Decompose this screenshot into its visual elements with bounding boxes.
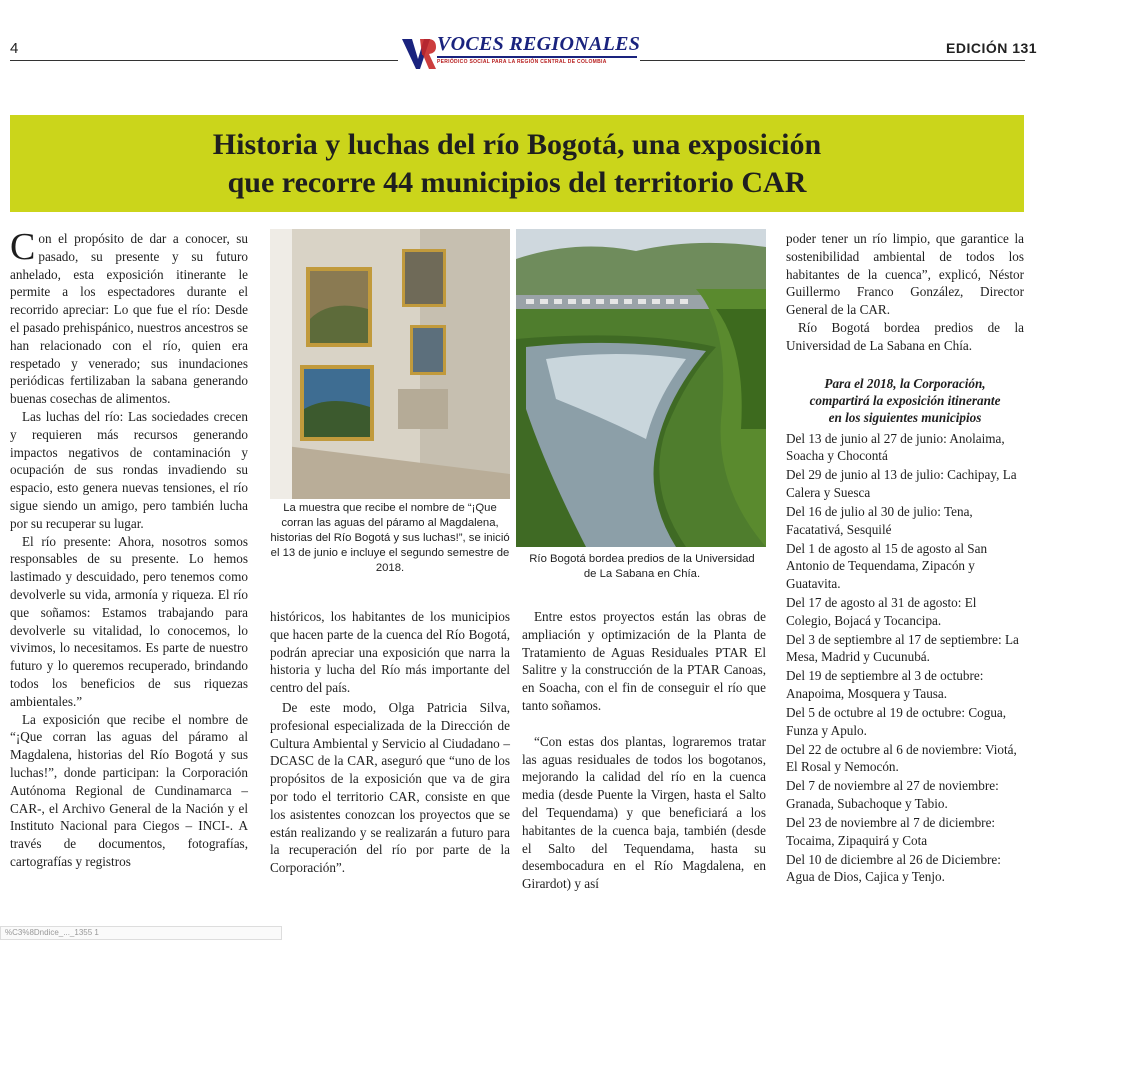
headline-banner	[10, 115, 1024, 212]
publication-title: VOCES REGIONALES	[437, 33, 641, 55]
subhead-line: compartirá la exposición itinerante	[809, 392, 1001, 408]
exhibition-photo	[270, 229, 510, 499]
river-photo	[516, 229, 766, 547]
river-photo-caption: Río Bogotá bordea predios de la Universidad de La Sabana en Chía.	[529, 553, 755, 580]
article-column-3	[522, 608, 766, 893]
schedule-item: Del 16 de julio al 30 de julio: Tena, Facatativá, Sesquilé	[786, 503, 973, 537]
paragraph: poder tener un río limpio, que garantice la sostenibilidad ambiental de todos los habitantes de la cuenca”, explicó, Néstor Guillermo Franco González, Director General de la CAR.	[786, 231, 1024, 318]
paragraph: El río presente: Ahora, nosotros somos responsables de su presente. Lo hemos lastimado y descuidado, pero tenemos como devolverle su vida, armonía y riqueza. El río que soñamos: Estamos trabajando para devolverle su vitalidad, lo conocemos, lo vivimos, lo necesitamos. Es parte de nuestro futuro y lo queremos recuperado, brindando todos los beneficios de sus riquezas ambientales.”	[10, 533, 248, 709]
schedule-item: Del 5 de octubre al 19 de octubre: Cogua, Funza y Apulo.	[786, 704, 1007, 738]
subhead-line: en los siguientes municipios	[828, 409, 982, 425]
article-column-1	[10, 226, 248, 871]
status-url-bar: %C3%8Dndice_..._1355 1	[0, 926, 282, 940]
subhead-line: Para el 2018, la Corporación,	[824, 375, 986, 391]
header-rule-right	[640, 60, 1025, 61]
schedule-item: Del 1 de agosto al 15 de agosto al San Antonio de Tequendama, Zipacón y Guatavita.	[786, 540, 988, 591]
article-column-4	[786, 230, 1024, 887]
paragraph: históricos, los habitantes de los municipios que hacen parte de la cuenca del Río Bogotá, podrán apreciar una exposición que narra la historia y lucha del Río más importante del centro del país.	[270, 609, 510, 696]
schedule-item: Del 17 de agosto al 31 de agosto: El Colegio, Bojacá y Tocancipa.	[786, 594, 977, 628]
schedule-item: Del 3 de septiembre al 17 de septiembre: La Mesa, Madrid y Cucunubá.	[786, 631, 1019, 665]
schedule-item: Del 19 de septiembre al 3 de octubre: Anapoima, Mosquera y Tausa.	[786, 668, 984, 701]
paragraph: Las luchas del río: Las sociedades crecen y requieren más recursos generando impactos negativos de contaminación y ocupación de sus rondas invadiendo su espacio, esto genera nuevas tensiones, el río sigue siendo un amigo, pero también lucha por su recuperar su lugar.	[10, 408, 248, 531]
paragraph: Entre estos proyectos están las obras de ampliación y optimización de la Planta de Tratamiento de Aguas Residuales PTAR El Salitre y la construcción de la PTAR Canoas, en Soacha, con el fin de conseguir el río que tanto soñamos.	[522, 609, 766, 713]
edition-number: EDICIÓN 131	[946, 40, 1038, 56]
paragraph: on el propósito de dar a conocer, su pasado, su presente y su futuro anhelado, esta exposición itinerante le permite a los espectadores durante el recorrido apreciar: Lo que fue el río: Desde el pasado prehispánico, nuestros ancestros se han relacionado con el río, quien era respetado y venerado; sus inundaciones periódicas fertilizaban la sabana generando buenas cosechas de alimentos.	[10, 231, 248, 407]
logo-underline	[437, 56, 637, 58]
paragraph: La exposición que recibe el nombre de “¡Que corran las aguas del páramo al Magdalena, historias del Río Bogotá y sus luchas!”, donde participan: la Corporación Autónoma Regional de Cundinamarca – CAR-, el Archivo General de la Nación y el Instituto Nacional para Ciegos – INCI-. A través de documentos, fotografías, cartografías y registros	[10, 711, 248, 869]
headline-line-2: que recorre 44 municipios del territorio CAR	[227, 165, 807, 199]
publication-tagline: PERIÓDICO SOCIAL PARA LA REGIÓN CENTRAL DE COLOMBIA	[437, 59, 607, 65]
header-rule-left	[10, 60, 398, 61]
paragraph: “Con estas dos plantas, lograremos tratar las aguas residuales de todos los bogotanos, mejorando la calidad del río en la cuenca media (desde Puente la Virgen, hasta el Salto del Tequendama) y que beneficiará a los habitantes de la cuenca baja, también (desde el Salto del Tequendama, hasta su desembocadura en el Río Magdalena, en Girardot) y así	[522, 733, 766, 892]
article-column-2	[270, 608, 510, 877]
exhibition-photo-caption: La muestra que recibe el nombre de “¡Que corran las aguas del páramo al Magdalena, historias del Río Bogotá y sus luchas!”, se inició el 13 de junio e incluye el segundo semestre de 2018.	[270, 502, 510, 574]
page-number: 4	[10, 40, 19, 57]
paragraph: Río Bogotá bordea predios de la Universidad de La Sabana en Chía.	[786, 319, 1024, 353]
headline-line-1: Historia y luchas del río Bogotá, una exposición	[212, 127, 822, 161]
vr-logo-icon	[400, 33, 438, 73]
schedule-item: Del 23 de noviembre al 7 de diciembre: Tocaima, Zipaquirá y Cota	[786, 815, 996, 848]
schedule-item: Del 29 de junio al 13 de julio: Cachipay, La Calera y Suesca	[786, 467, 1017, 500]
schedule-subhead	[786, 375, 1024, 426]
schedule-item: Del 13 de junio al 27 de junio: Anolaima, Soacha y Chocontá	[786, 430, 1005, 464]
drop-cap: C	[10, 226, 36, 268]
schedule-item: Del 10 de diciembre al 26 de Diciembre: Agua de Dios, Cajica y Tenjo.	[786, 851, 1001, 885]
paragraph: De este modo, Olga Patricia Silva, profesional especializada de la Dirección de Cultura Ambiental y Servicio al Ciudadano – DCASC de la CAR, aseguró que “uno de los propósitos de la exposición que va de gira por todo el territorio CAR, consiste en que los asistentes conozcan los proyectos que se están realizando y se realizarán a futuro para la recuperación del río por parte de la Corporación”.	[270, 699, 510, 876]
schedule-item: Del 7 de noviembre al 27 de noviembre: Granada, Subachoque y Tabio.	[786, 778, 999, 811]
schedule-item: Del 22 de octubre al 6 de noviembre: Viotá, El Rosal y Nemocón.	[786, 741, 1017, 775]
